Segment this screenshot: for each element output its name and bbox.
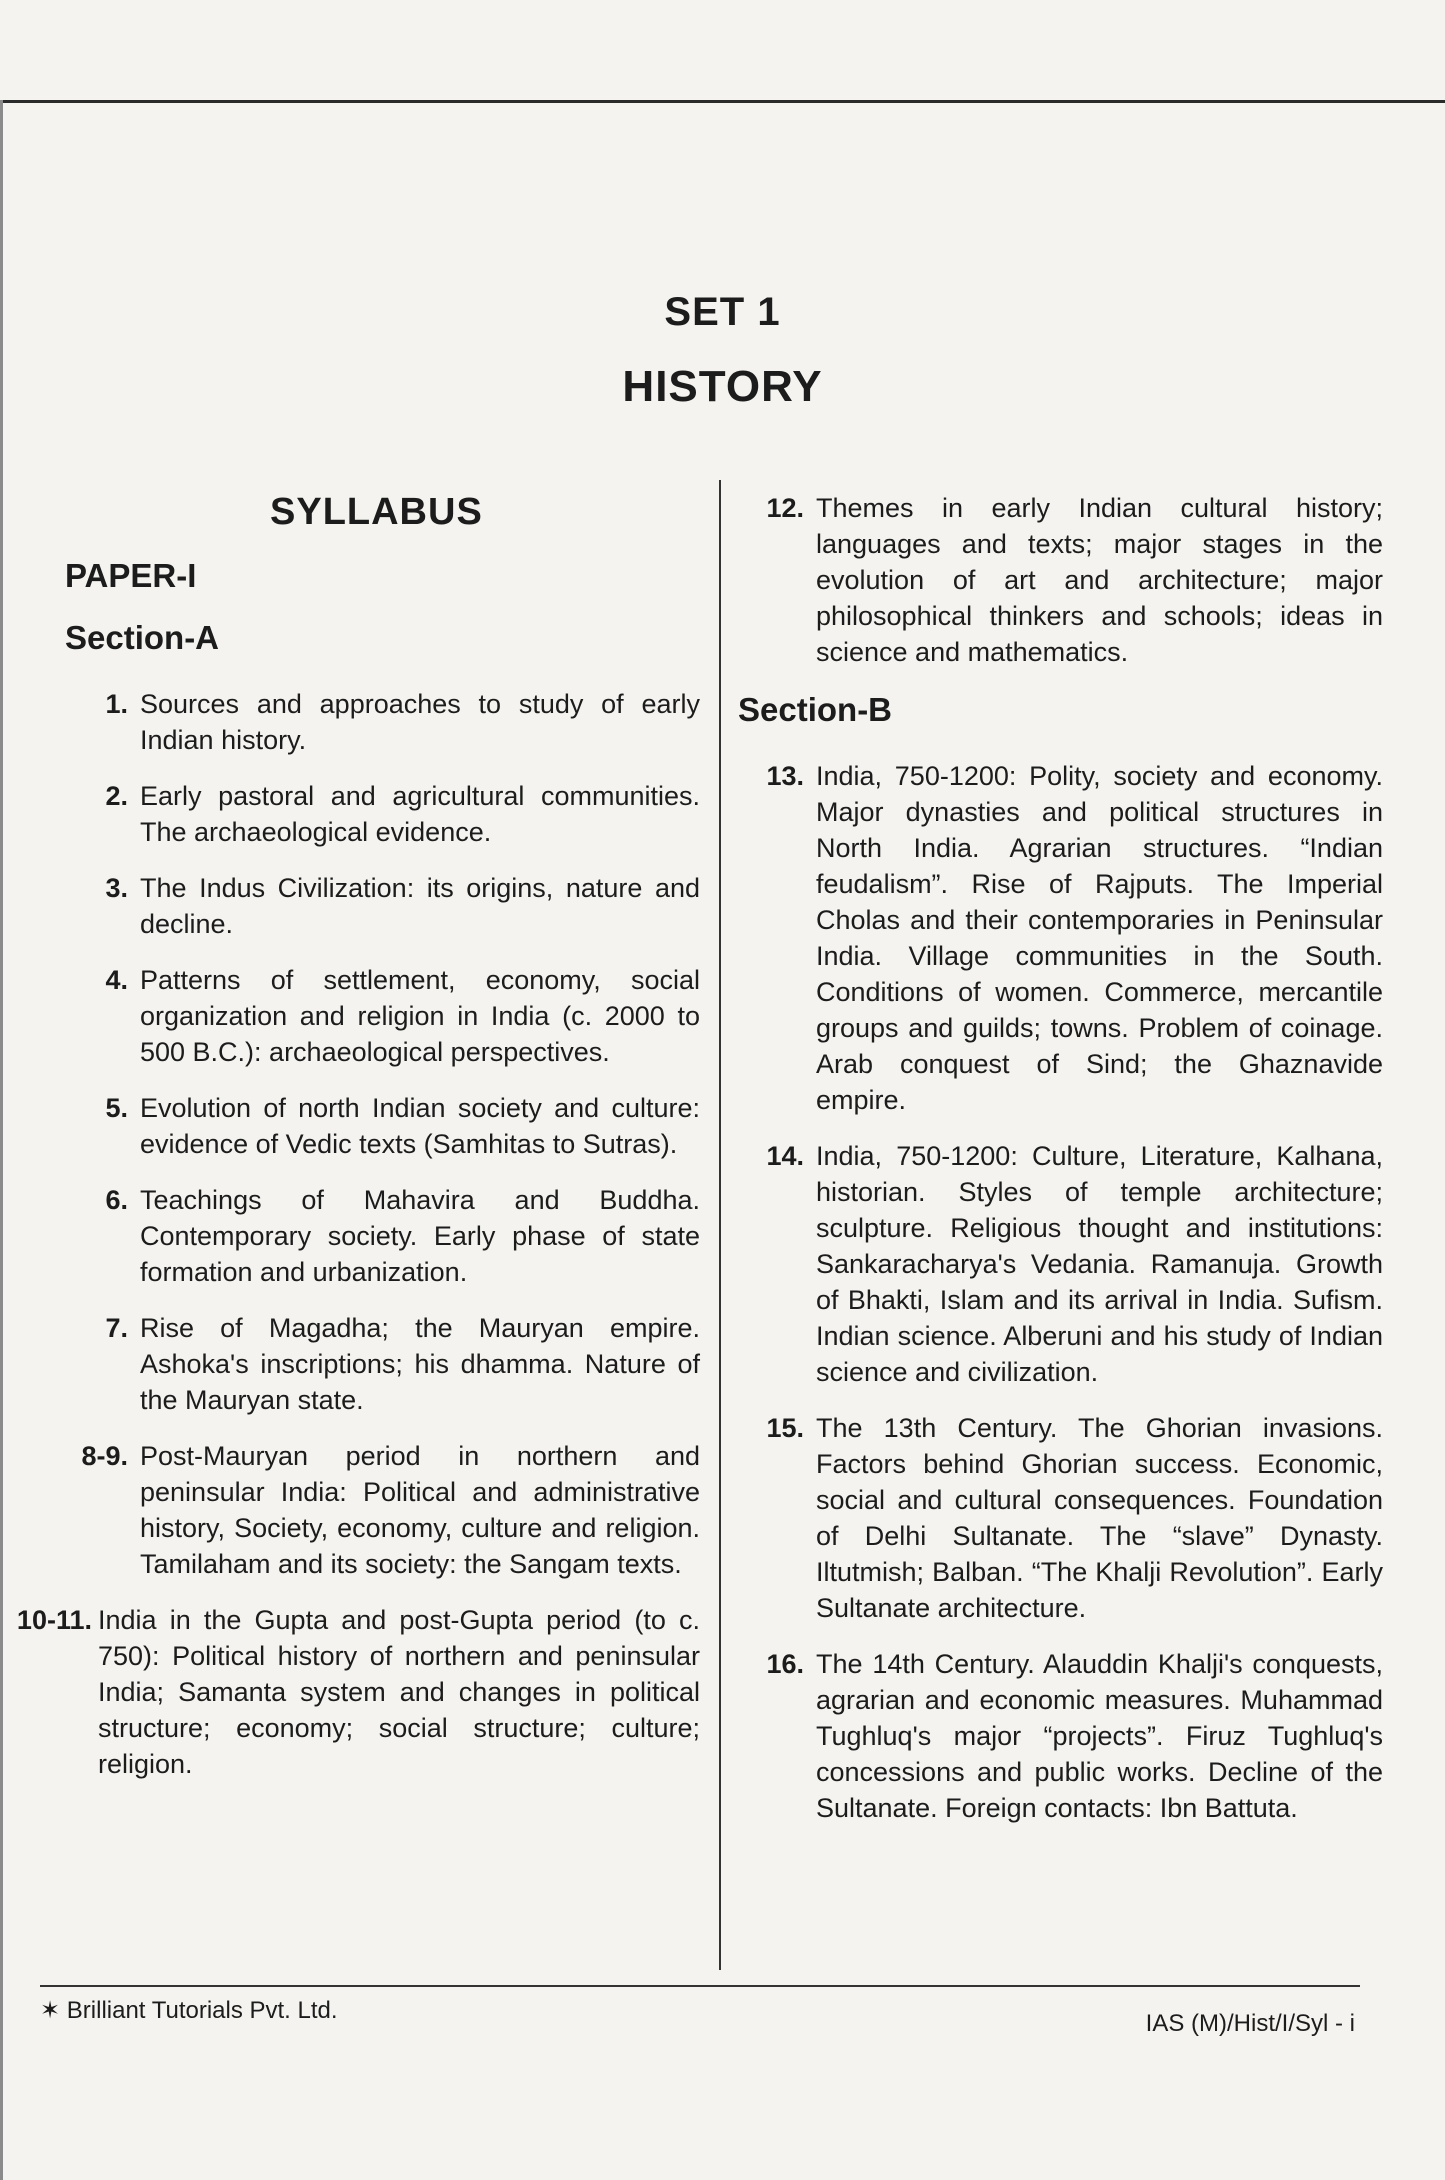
item-text: Post-Mauryan period in northern and peninsular India: Political and administrative history, Society, economy, culture and religion. Tamilaham and its society: the Sangam texts. xyxy=(140,1441,700,1579)
item-text: Patterns of settlement, economy, social organization and religion in India (c. 2000 to 500 B.C.): archaeological perspectives. xyxy=(140,965,700,1067)
item-text: India, 750-1200: Polity, society and economy. Major dynasties and political structures in North India. Agrarian structures. “Indian feudalism”. Rise of Rajputs. The Imperial Cholas and their contemporaries in Peninsular India. Village communities in the South. Conditions of women. Commerce, mercantile groups and guilds; towns. Problem of coinage. Arab conquest of Sind; the Ghaznavide empire. xyxy=(816,761,1383,1115)
column-divider xyxy=(719,480,721,1970)
item-number: 12. xyxy=(766,493,804,523)
list-item xyxy=(55,778,700,850)
item-number: 15. xyxy=(766,1413,804,1443)
section-a-continued-list xyxy=(738,490,1383,670)
item-text: Early pastoral and agricultural communities. The archaeological evidence. xyxy=(140,781,700,847)
set-title: SET 1 xyxy=(664,290,781,334)
right-column xyxy=(738,490,1383,1846)
item-number: 14. xyxy=(766,1141,804,1171)
item-number: 8-9. xyxy=(81,1441,128,1471)
list-item xyxy=(55,1182,700,1290)
left-column xyxy=(16,490,700,1802)
section-b-list xyxy=(738,758,1383,1826)
item-number: 10-11. xyxy=(16,1605,92,1635)
item-text: Teachings of Mahavira and Buddha. Contemporary society. Early phase of state formation and urbanization. xyxy=(140,1185,700,1287)
list-item xyxy=(55,1310,700,1418)
list-item xyxy=(738,490,1383,670)
item-number: 16. xyxy=(766,1649,804,1679)
list-item xyxy=(738,758,1383,1118)
item-text: Sources and approaches to study of early Indian history. xyxy=(140,689,700,755)
list-item xyxy=(55,1090,700,1162)
footer-rule xyxy=(40,1985,1360,1987)
item-text: Themes in early Indian cultural history; languages and texts; major stages in the evolution of art and architecture; major philosophical thinkers and schools; ideas in science and mathematics. xyxy=(816,493,1383,667)
item-text: India in the Gupta and post-Gupta period (to c. 750): Political history of northern and peninsular India; Samanta system and changes in political structure; economy; social structure; culture; religion. xyxy=(98,1605,700,1779)
item-text: Rise of Magadha; the Mauryan empire. Ashoka's inscriptions; his dhamma. Nature of the Mauryan state. xyxy=(140,1313,700,1415)
list-item xyxy=(55,1438,700,1582)
list-item xyxy=(55,686,700,758)
list-item xyxy=(55,870,700,942)
item-text: India, 750-1200: Culture, Literature, Kalhana, historian. Styles of temple architecture; sculpture. Religious thought and institutions: Sankaracharya's Vedania. Ramanuja. Growth of Bhakti, Islam and its arrival in India. Sufism. Indian science. Alberuni and his study of Indian science and civilization. xyxy=(816,1141,1383,1387)
item-number: 2. xyxy=(105,781,128,811)
paper-heading: PAPER-I xyxy=(65,557,197,594)
section-a-list xyxy=(16,686,700,1782)
item-number: 13. xyxy=(766,761,804,791)
list-item xyxy=(738,1410,1383,1626)
page-reference: IAS (M)/Hist/I/Syl - i xyxy=(1145,2010,1355,2037)
item-number: 4. xyxy=(105,965,128,995)
list-item xyxy=(55,962,700,1070)
syllabus-heading: SYLLABUS xyxy=(270,491,483,533)
item-number: 5. xyxy=(105,1093,128,1123)
item-number: 3. xyxy=(105,873,128,903)
item-text: The 13th Century. The Ghorian invasions. Factors behind Ghorian success. Economic, social and cultural consequences. Foundation of Delhi Sultanate. The “slave” Dynasty. Iltutmish; Balban. “The Khalji Revolution”. Early Sultanate architecture. xyxy=(816,1413,1383,1623)
item-number: 6. xyxy=(105,1185,128,1215)
publisher-credit: ✶ Brilliant Tutorials Pvt. Ltd. xyxy=(40,1997,338,2024)
list-item xyxy=(738,1646,1383,1826)
top-rule xyxy=(0,100,1445,103)
item-number: 7. xyxy=(105,1313,128,1343)
item-text: The Indus Civilization: its origins, nature and decline. xyxy=(140,873,700,939)
item-text: The 14th Century. Alauddin Khalji's conquests, agrarian and economic measures. Muhammad Tughluq's major “projects”. Firuz Tughluq's concessions and public works. Decline of the Sultanate. Foreign contacts: Ibn Battuta. xyxy=(816,1649,1383,1823)
list-item xyxy=(16,1602,700,1782)
page-edge xyxy=(0,100,3,2180)
list-item xyxy=(738,1138,1383,1390)
section-a-heading: Section-A xyxy=(65,619,220,656)
item-number: 1. xyxy=(105,689,128,719)
item-text: Evolution of north Indian society and culture: evidence of Vedic texts (Samhitas to Sutras). xyxy=(140,1093,700,1159)
subject-title: HISTORY xyxy=(622,362,823,411)
section-b-heading: Section-B xyxy=(738,691,893,728)
